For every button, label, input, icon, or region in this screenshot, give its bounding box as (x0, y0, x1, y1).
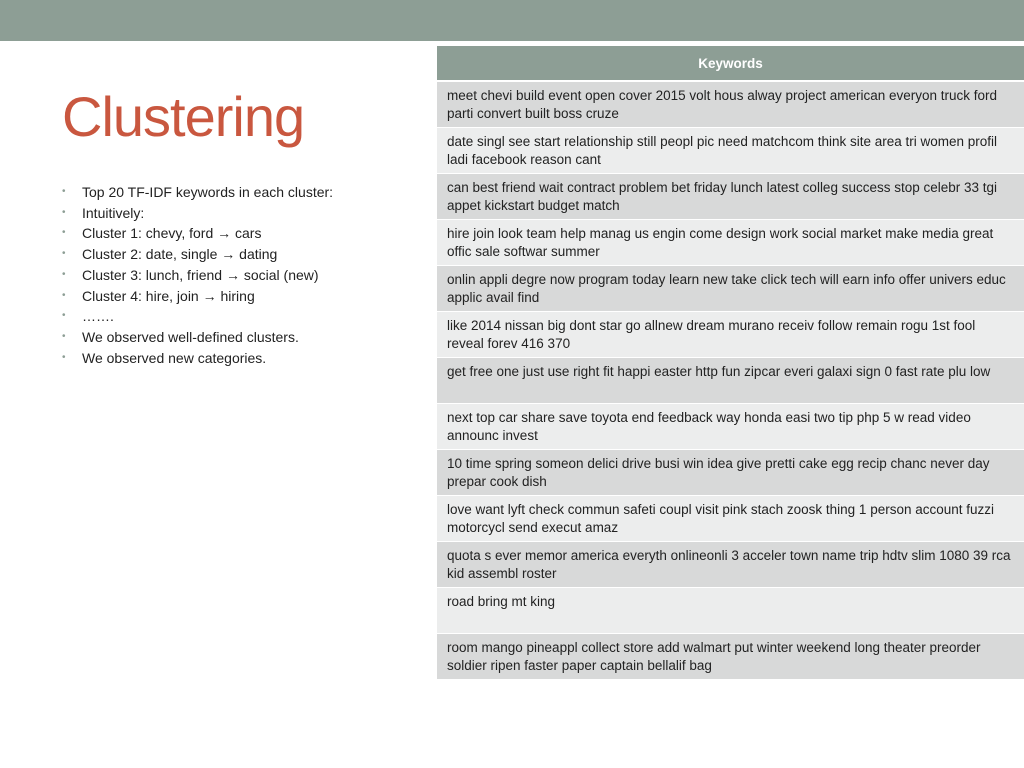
bullet-item (62, 244, 402, 265)
table-header-keywords: Keywords (437, 46, 1024, 82)
bullet-item (62, 348, 402, 369)
bullet-marker-icon: • (62, 310, 66, 322)
bullet-item (62, 327, 402, 348)
bullet-list (62, 182, 402, 368)
top-decor-band (0, 0, 1024, 41)
table-row: date singl see start relationship still peopl pic need matchcom think site area tri women profil ladi facebook reason cant (437, 128, 1024, 174)
table-row: hire join look team help manag us engin come design work social market make media great offic sale softwar summer (437, 220, 1024, 266)
bullet-text: Top 20 TF-IDF keywords in each cluster: (82, 184, 334, 200)
table-row: room mango pineappl collect store add walmart put winter weekend long theater preorder soldier ripen faster paper captain bellalif bag (437, 634, 1024, 680)
bullet-item (62, 265, 402, 286)
bullet-text: We observed new categories. (82, 349, 267, 366)
bullet-marker-icon: • (62, 248, 66, 260)
bullet-text: Cluster 1: chevy, ford → cars (82, 225, 262, 242)
table-row: next top car share save toyota end feedback way honda easi two tip php 5 w read video announc invest (437, 404, 1024, 450)
bullet-item (62, 286, 402, 307)
table-row: road bring mt king (437, 588, 1024, 634)
bullet-marker-icon: • (62, 289, 66, 301)
slide-title: Clustering (62, 85, 305, 148)
bullet-text: Cluster 4: hire, join → hiring (82, 287, 255, 304)
bullet-item (62, 203, 402, 224)
bullet-text: Intuitively: (82, 204, 145, 221)
table-row: onlin appli degre now program today learn new take click tech will earn info offer univers educ applic avail find (437, 266, 1024, 312)
table-row: get free one just use right fit happi easter http fun zipcar everi galaxi sign 0 fast rate plu low (437, 358, 1024, 404)
bullet-marker-icon: • (62, 351, 66, 363)
bullet-marker-icon: • (62, 206, 66, 218)
table-row: quota s ever memor america everyth onlineonli 3 acceler town name trip hdtv slim 1080 39 rca kid assembl roster (437, 542, 1024, 588)
table-row: meet chevi build event open cover 2015 volt hous alway project american everyon truck ford parti convert built boss cruze (437, 82, 1024, 128)
table-row: can best friend wait contract problem bet friday lunch latest colleg success stop celebr 33 tgi appet kickstart budget match (437, 174, 1024, 220)
bullet-text: ……. (82, 308, 114, 325)
bullet-item (62, 182, 402, 203)
bullet-item (62, 306, 402, 327)
bullet-item (62, 223, 402, 244)
bullet-marker-icon: • (62, 186, 66, 197)
bullet-marker-icon: • (62, 227, 66, 239)
bullet-marker-icon: • (62, 268, 66, 280)
bullet-text: Cluster 3: lunch, friend → social (new) (82, 266, 319, 283)
bullet-text: Cluster 2: date, single → dating (82, 246, 278, 263)
table-row: love want lyft check commun safeti coupl visit pink stach zoosk thing 1 person account fuzzi motorcycl send execut amaz (437, 496, 1024, 542)
bullet-marker-icon: • (62, 330, 66, 342)
table-row: like 2014 nissan big dont star go allnew dream murano receiv follow remain rogu 1st fool reveal forev 416 370 (437, 312, 1024, 358)
bullet-text: We observed well-defined clusters. (82, 328, 299, 345)
keywords-table (437, 46, 1024, 680)
table-row: 10 time spring someon delici drive busi win idea give pretti cake egg recip chanc never day prepar cook dish (437, 450, 1024, 496)
